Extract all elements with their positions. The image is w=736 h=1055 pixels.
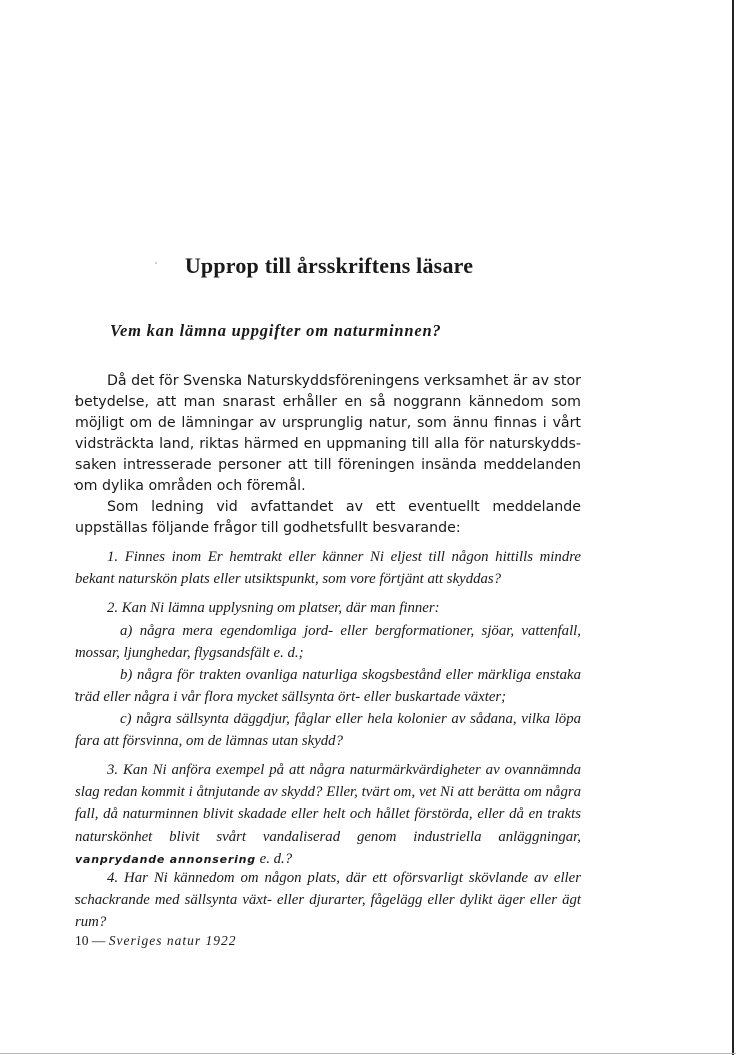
page-title: Upprop till årsskriftens läsare (184, 253, 474, 278)
section-subtitle: Vem kan lämna uppgifter om naturminnen? (110, 321, 442, 340)
question-3-text: 3. Kan Ni anföra exempel på att några naturmärkvärdigheter av ovannämnda slag redan kommit i åtnjutande av skydd? Eller, tvärt om, vet Ni att berätta om några fall, då naturminnen blivit skadade eller helt och hållet förstörda, eller då en trakts naturskönhet blivit svårt vandaliserad genom industriella anläggningar, (75, 762, 581, 845)
intro-paragraph: Då det för Svenska Naturskyddsföreningens verksamhet är av stor betydelse, att man snarast erhåller en så noggrann kännedom som möjligt om de lämningar av ursprunglig natur, som ännu finnas i vårt vidsträckta land, riktas härmed en uppmaning till alla för naturskyddssaken intresserade personer att till föreningen insända meddelanden om dylika områden och föremål. (75, 373, 581, 494)
question-2: 2. Kan Ni lämna upplysning om platser, där man finner: (107, 600, 440, 616)
page-number: 10 — (75, 933, 106, 948)
page-footer (75, 933, 237, 949)
question-2c: c) några sällsynta däggdjur, fåglar eller hela kolonier av sådana, vilka löpa fara att försvinna, om de lämnas utan skydd? (75, 711, 581, 750)
question-3 (75, 759, 581, 871)
question-2b: b) några för trakten ovanliga naturliga skogsbestånd eller märkliga enstaka träd eller några i vår flora mycket sällsynta ört- eller buskartade växter; (75, 667, 581, 706)
question-4: 4. Har Ni kännedom om någon plats, där ett oförsvarligt skövlande av eller schackrande med sällsynta växt- eller djurarter, fågelägg eller dylikt äger eller ägt rum? (75, 870, 581, 931)
guidance-paragraph: Som ledning vid avfattandet av ett eventuellt meddelande uppställas följande frågor till godhetsfullt besvarande: (75, 499, 581, 536)
question-2a: a) några mera egendomliga jord- eller bergformationer, sjöar, vattenfall, mossar, ljunghedar, flygsandsfält e. d.; (75, 623, 581, 662)
publication-source: Sveriges natur 1922 (108, 933, 237, 948)
question-3-emphasis: vanprydande annonsering (75, 852, 256, 866)
question-1: 1. Finnes inom Er hemtrakt eller känner Ni eljest till någon hittills mindre bekant naturskön plats eller utsiktspunkt, som vore förtjänt att skyddas? (75, 549, 581, 588)
question-3-end: e. d.? (255, 850, 293, 867)
